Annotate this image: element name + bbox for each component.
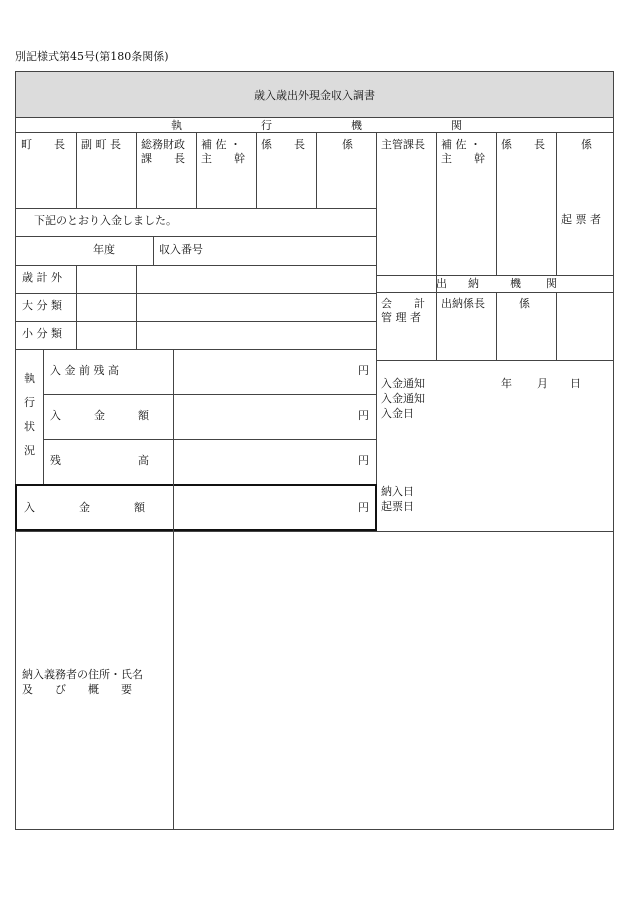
nyukin-gaku-unit: 円 (358, 501, 369, 514)
form-title: 歳入歳出外現金収入調書 (16, 72, 613, 118)
approver-cell-4: 補 佐 ・ 主 幹 (201, 138, 245, 165)
approver-cell-10: 係 (581, 138, 592, 151)
approver-cell-9: 係 長 (501, 138, 545, 151)
approver-cell-8: 補 佐 ・ 主 幹 (441, 138, 485, 165)
form-id: 別記様式第45号(第180条関係) (15, 50, 169, 63)
approver-cell-5: 係 長 (261, 138, 305, 151)
form-frame: 歳入歳出外現金収入調書 執 行 機 関 町 長 副 町 長 総務財政 課 長 補 佐 ・ 主 幹 係 長 係 主管課長 補 佐 ・ 主 幹 係 長 係 起 票 者 下記のとおり入金しました。 年度 収入番号 歳 計 外 大 分 類 小 分 類 出 納 機 関 会 計 管 理 者 出納係長 係 執 行 状 況 入 金 前 残 高 円 入 金 額 円 残 高 円 入金通知 年 月 日 入金通知 入金日 納入日 起票日 入 金 額 円 納入義務者の住所・氏名 及 び 概 要 (15, 71, 614, 830)
approver-cell-2: 副 町 長 (81, 138, 121, 151)
nendo-label: 年度 (93, 243, 115, 256)
suitou-cell-2: 出納係長 (441, 297, 485, 310)
statement: 下記のとおり入金しました。 (34, 214, 177, 227)
shobunrui-label: 小 分 類 (22, 327, 62, 340)
suitou-cell-1: 会 計 管 理 者 (381, 297, 425, 324)
saikeigai-label: 歳 計 外 (22, 271, 62, 284)
approver-cell-1: 町 長 (21, 138, 65, 151)
nyukin-gaku-label: 入 金 額 (24, 501, 145, 514)
approver-cell-3: 総務財政 課 長 (141, 138, 185, 165)
kiryosha-label: 起 票 者 (561, 213, 601, 226)
suitou-cell-3: 係 (519, 297, 530, 310)
shunyu-bango-label: 収入番号 (159, 243, 203, 256)
daibunrui-label: 大 分 類 (22, 299, 62, 312)
approver-cell-6: 係 (342, 138, 353, 151)
approver-cell-7: 主管課長 (381, 138, 425, 151)
